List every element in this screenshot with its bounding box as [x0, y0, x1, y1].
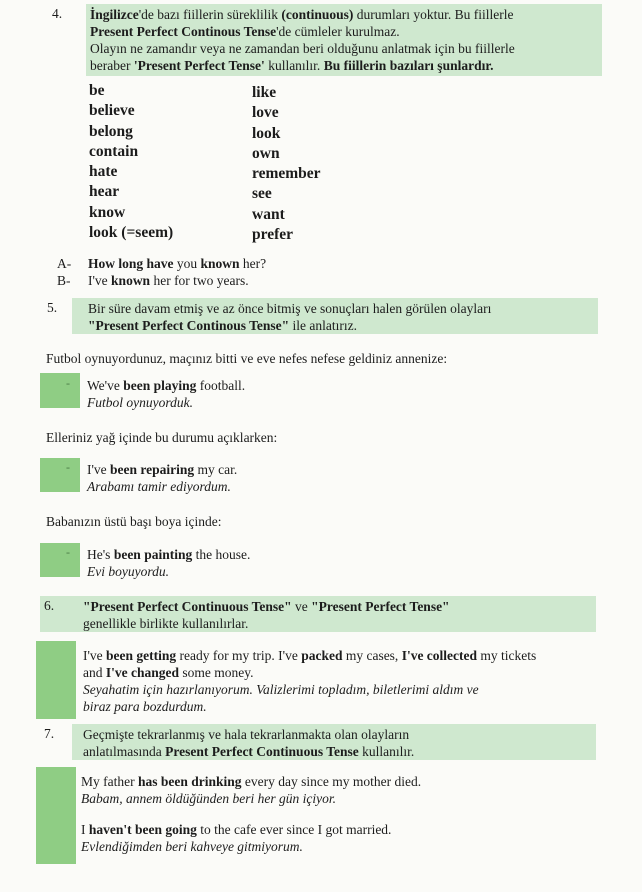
example-3-text — [87, 546, 250, 580]
ex4-e1c: getting — [133, 648, 177, 663]
ex4-e1a: I've — [83, 648, 107, 663]
s4-l1a: İngilizce — [90, 7, 139, 22]
example-2-text — [87, 461, 237, 495]
ex5-e1d: every day since my mother died. — [241, 774, 422, 789]
ex3-en-a: He's — [87, 547, 114, 562]
example-2-marker — [40, 458, 80, 492]
verb-item: see — [252, 185, 272, 203]
ex5-tr2: Evlendiğimden beri kahveye gitmiyorum. — [81, 839, 303, 854]
ex4-e1f: packed — [297, 648, 343, 663]
example-3-context: Babanızın üstü başı boya içinde: — [46, 514, 222, 529]
ex5-e2d: to the cafe ever since I got married. — [196, 822, 392, 837]
ex3-en-b: been — [113, 547, 141, 562]
ex3-en-c: painting — [140, 547, 193, 562]
ex4-tr2: biraz para bozdurdum. — [83, 699, 207, 714]
s7-l2c: kullanılır. — [358, 744, 415, 759]
ex3-en-d: the house. — [192, 547, 251, 562]
s4-l4b: 'Present Perfect Tense' — [133, 58, 265, 73]
dialog-b-line — [88, 272, 249, 289]
section-4-number: 4. — [52, 6, 63, 21]
example-1-dash: - — [66, 376, 70, 390]
section-7-number: 7. — [44, 726, 55, 741]
ex1-tr: Futbol oynuyorduk. — [87, 395, 193, 410]
ex4-e1d: ready for my trip. — [176, 648, 279, 663]
dlg-a-t1: you — [173, 256, 201, 271]
ex4-e1b: been — [106, 648, 134, 663]
dialog-a-label: A- — [57, 256, 72, 271]
verb-list-right — [252, 83, 321, 245]
ex2-en-b: been — [110, 462, 138, 477]
ex5-e2a: I — [81, 822, 89, 837]
verb-item: love — [252, 104, 279, 122]
s4-l4d: Bu fiillerin bazıları şunlardır. — [323, 58, 494, 73]
verb-item: hear — [89, 183, 120, 201]
verb-item: like — [252, 84, 277, 101]
s4-l1c: (continuous) — [281, 7, 354, 22]
section-4-text — [90, 6, 515, 74]
ex1-en-c: playing — [150, 378, 197, 393]
verb-item: remember — [252, 165, 321, 183]
example-1-marker — [40, 373, 80, 408]
section-5-text — [88, 300, 491, 334]
s4-l4a: beraber — [90, 58, 134, 73]
example-4-text — [83, 647, 536, 715]
ex4-e2a: and — [83, 665, 106, 680]
s4-l1d: durumları yoktur. Bu fiillerle — [353, 7, 514, 22]
example-1-text — [87, 377, 245, 411]
dlg-a-t2: her? — [239, 256, 267, 271]
section-5-number: 5. — [47, 300, 58, 315]
ex4-e2c: some money. — [179, 665, 254, 680]
section-6-number: 6. — [44, 598, 55, 613]
dlg-a-b1: How long have — [88, 256, 174, 271]
example-2-context: Elleriniz yağ içinde bu durumu açıklarken: — [46, 430, 278, 445]
ex1-en-d: football. — [196, 378, 246, 393]
s6-l1c: "Present Perfect Tense" — [311, 599, 450, 614]
verb-list-left — [89, 81, 173, 243]
dialog-a-line — [88, 255, 266, 272]
section-6-text — [83, 598, 450, 632]
section-7-text — [83, 726, 414, 760]
ex5-tr1: Babam, annem öldüğünden beri her gün içiyor. — [81, 791, 336, 806]
verb-item: want — [252, 205, 285, 223]
verb-item: know — [89, 203, 126, 221]
s5-l2b: ile anlatırız. — [289, 318, 357, 333]
s7-l2a: anlatılmasında — [83, 744, 166, 759]
ex4-e1h: I've collected — [401, 648, 478, 663]
ex2-en-a: I've — [87, 462, 111, 477]
ex5-e2b: haven't been — [88, 822, 163, 837]
example-3-dash: - — [66, 545, 70, 559]
ex4-e2b: I've changed — [105, 665, 180, 680]
s4-l4c: kullanılır. — [264, 58, 324, 73]
ex1-en-a: We've — [87, 378, 124, 393]
dlg-a-b2: known — [200, 256, 240, 271]
dlg-b-b1: known — [111, 273, 151, 288]
verb-item: be — [89, 82, 105, 99]
verb-item: contain — [89, 142, 139, 160]
s7-l2b: Present Perfect Continuous Tense — [165, 744, 359, 759]
ex5-e1a: My father — [81, 774, 138, 789]
dialog-b-label: B- — [57, 273, 71, 288]
s5-l2a: "Present Perfect Continous Tense" — [88, 318, 290, 333]
example-3-marker — [40, 543, 80, 577]
ex2-tr: Arabamı tamir ediyordum. — [87, 479, 231, 494]
ex4-e1g: my cases, — [342, 648, 402, 663]
ex1-en-b: been — [123, 378, 151, 393]
example-1-context: Futbol oynuyordunuz, maçınız bitti ve eve nefes nefese geldiniz annenize: — [46, 351, 448, 366]
dlg-b-t1: I've — [88, 273, 112, 288]
s6-l2: genellikle birlikte kullanılırlar. — [83, 616, 249, 631]
verb-item: hate — [89, 163, 118, 181]
example-5-marker — [36, 767, 76, 864]
example-2-dash: - — [66, 460, 70, 474]
s4-l2a: Present Perfect Continous Tense — [90, 24, 277, 39]
s4-l1b: 'de bazı fiillerin süreklilik — [138, 7, 282, 22]
ex3-tr: Evi boyuyordu. — [87, 564, 169, 579]
s4-l3: Olayın ne zamandır veya ne zamandan beri olduğunu anlatmak için bu fiillerle — [90, 41, 515, 56]
ex2-en-d: my car. — [194, 462, 238, 477]
ex4-e1e: I've — [278, 648, 298, 663]
s7-l1: Geçmişte tekrarlanmış ve hala tekrarlanmakta olan olayların — [83, 727, 410, 742]
ex2-en-c: repairing — [137, 462, 195, 477]
ex5-e1b: has been — [137, 774, 188, 789]
example-4-marker — [36, 641, 76, 719]
dlg-b-t2: her for two years. — [150, 273, 249, 288]
s4-l2b: 'de cümleler kurulmaz. — [276, 24, 400, 39]
verb-item: look (=seem) — [89, 224, 174, 242]
s5-l1: Bir süre davam etmiş ve az önce bitmiş ve sonuçları halen görülen olayları — [88, 301, 492, 316]
s6-l1a: "Present Perfect Continuous Tense" — [83, 599, 292, 614]
example-5-text-1 — [81, 773, 421, 807]
verb-item: belong — [89, 122, 133, 140]
verb-item: believe — [89, 102, 135, 120]
ex5-e2c: going — [162, 822, 197, 837]
ex4-e1i: my tickets — [477, 648, 537, 663]
ex4-tr1: Seyahatim için hazırlanıyorum. Valizlerimi topladım, biletlerimi aldım ve — [83, 682, 479, 697]
verb-item: look — [252, 124, 281, 142]
example-5-text-2 — [81, 821, 391, 855]
s6-l1b: ve — [291, 599, 312, 614]
verb-item: own — [252, 144, 280, 162]
verb-item: prefer — [252, 226, 294, 244]
ex5-e1c: drinking — [187, 774, 242, 789]
